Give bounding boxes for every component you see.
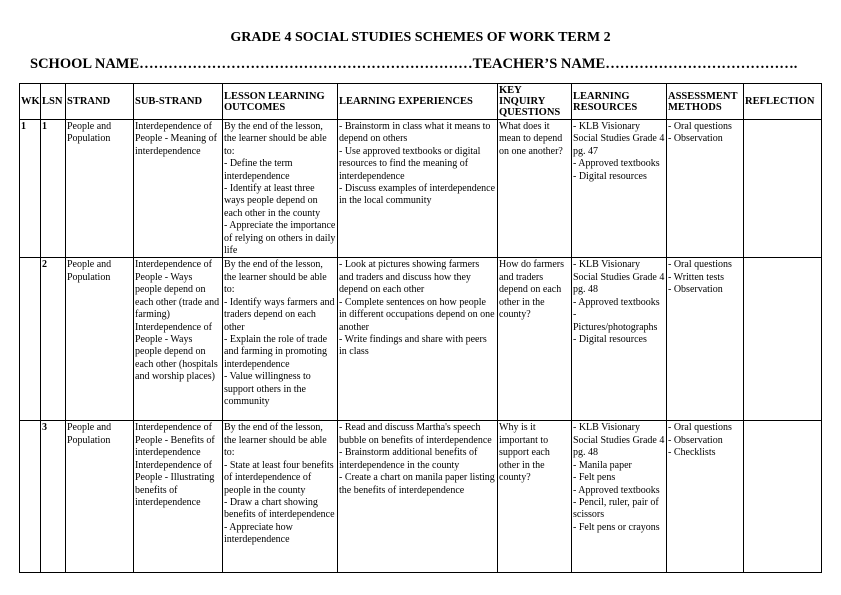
experience-line: - Discuss examples of interdependence in the local community bbox=[339, 183, 496, 207]
header-strand: STRAND bbox=[66, 84, 134, 120]
resource-line: - Felt pens or crayons bbox=[573, 521, 660, 533]
experience-line: - Create a chart on manila paper listing the benefits of interdependence bbox=[339, 472, 495, 496]
experience-line: - Complete sentences on how people in different occupations depend on one another bbox=[339, 296, 495, 333]
questions-cell: What does it mean to depend on one another? bbox=[498, 120, 572, 258]
header-assessment: ASSESSMENT METHODS bbox=[667, 84, 744, 120]
resource-line: - KLB Visionary Social Studies Grade 4 pg. 48 bbox=[573, 422, 665, 459]
assessment-cell bbox=[667, 258, 744, 421]
strand-cell: People and Population bbox=[66, 421, 134, 573]
assessment-line: - Oral questions bbox=[668, 422, 732, 434]
outcome-line: - Identify ways farmers and traders depend on each other bbox=[224, 296, 335, 333]
outcomes-cell bbox=[223, 120, 338, 258]
assessment-cell bbox=[667, 421, 744, 573]
outcome-line: - Identify at least three ways people depend on each other in the county bbox=[224, 183, 321, 219]
questions-cell: Why is it important to support each other in the county? bbox=[498, 421, 572, 573]
outcome-line: By the end of the lesson, the learner should be able to: bbox=[224, 121, 327, 157]
resource-line: - KLB Visionary Social Studies Grade 4 pg. 47 bbox=[573, 121, 665, 157]
outcomes-cell bbox=[223, 421, 338, 573]
outcome-line: By the end of the lesson, the learner should be able to: bbox=[224, 422, 327, 459]
lesson-cell: 2 bbox=[41, 258, 66, 421]
experience-line: - Brainstorm additional benefits of interdependence in the county bbox=[339, 447, 478, 471]
strand-cell: People and Population bbox=[66, 120, 134, 258]
reflection-cell bbox=[744, 258, 822, 421]
document-title: GRADE 4 SOCIAL STUDIES SCHEMES OF WORK TERM 2 bbox=[230, 30, 611, 45]
resource-line: - Manila paper bbox=[573, 459, 632, 471]
sub-strand-cell: Interdependence of People - Benefits of interdependence Interdependence of People - Illustrating benefits of interdependence bbox=[134, 421, 223, 573]
schemes-of-work-table bbox=[19, 83, 822, 573]
header-sub-strand: SUB-STRAND bbox=[134, 84, 223, 120]
resource-line: - Approved textbooks bbox=[573, 296, 660, 308]
assessment-line: - Checklists bbox=[668, 447, 716, 459]
experience-line: - Write findings and share with peers in class bbox=[339, 333, 487, 358]
experiences-cell bbox=[338, 258, 498, 421]
resource-line: - Approved textbooks bbox=[573, 158, 660, 170]
school-teacher-line: SCHOOL NAME……………………………………………………………TEACHER’S NAME…………………………………. bbox=[30, 56, 798, 72]
experience-line: - Use approved textbooks or digital resources to find the meaning of interdependence bbox=[339, 145, 481, 182]
experience-line: - Brainstorm in class what it means to depend on others bbox=[339, 121, 491, 145]
assessment-cell bbox=[667, 120, 744, 258]
header-outcomes: LESSON LEARNING OUTCOMES bbox=[223, 84, 338, 120]
outcome-line: - Draw a chart showing benefits of interdependence bbox=[224, 496, 335, 521]
assessment-line: - Observation bbox=[668, 284, 723, 296]
lesson-cell: 3 bbox=[41, 421, 66, 573]
assessment-line: - Written tests bbox=[668, 271, 725, 283]
experiences-cell bbox=[338, 421, 498, 573]
header-wk: WK bbox=[20, 84, 41, 120]
table-row bbox=[20, 258, 822, 421]
header-experiences: LEARNING EXPERIENCES bbox=[338, 84, 498, 120]
resource-line: - Pencil, ruler, pair of scissors bbox=[573, 496, 659, 521]
assessment-line: - Observation bbox=[668, 133, 723, 145]
reflection-cell bbox=[744, 120, 822, 258]
experience-line: - Look at pictures showing farmers and traders and discuss how they depend on each other bbox=[339, 259, 480, 296]
resources-cell bbox=[572, 120, 667, 258]
sub-strand-cell: Interdependence of People - Meaning of interdependence bbox=[134, 120, 223, 258]
outcome-line: By the end of the lesson, the learner should be able to: bbox=[224, 259, 327, 296]
header-lsn: LSN bbox=[41, 84, 66, 120]
resource-line: - Approved textbooks bbox=[573, 484, 660, 496]
resources-cell bbox=[572, 258, 667, 421]
outcome-line: - State at least four benefits of interdependence of people in the county bbox=[224, 459, 334, 496]
experiences-cell bbox=[338, 120, 498, 258]
week-cell bbox=[20, 421, 41, 573]
header-row bbox=[20, 84, 822, 120]
lesson-cell: 1 bbox=[41, 120, 66, 258]
outcome-line: - Define the term interdependence bbox=[224, 158, 293, 182]
reflection-cell bbox=[744, 421, 822, 573]
outcome-line: - Appreciate the importance of relying on others in daily life bbox=[224, 220, 336, 257]
outcomes-cell bbox=[223, 258, 338, 421]
assessment-line: - Observation bbox=[668, 434, 723, 446]
header-questions: KEY INQUIRY QUESTIONS bbox=[498, 84, 572, 120]
resource-line: - KLB Visionary Social Studies Grade 4 pg. 48 bbox=[573, 259, 665, 296]
header-resources: LEARNING RESOURCES bbox=[572, 84, 667, 120]
header-reflection: REFLECTION bbox=[744, 84, 822, 120]
table-row bbox=[20, 421, 822, 573]
questions-cell: How do farmers and traders depend on each other in the county? bbox=[498, 258, 572, 421]
resource-line: - Digital resources bbox=[573, 333, 647, 345]
resource-line: - Digital resources bbox=[573, 170, 647, 182]
outcome-line: - Value willingness to support others in the community bbox=[224, 371, 311, 407]
resource-line: Pictures/photographs bbox=[573, 321, 658, 333]
outcome-line: - Explain the role of trade and farming in promoting interdependence bbox=[224, 333, 328, 370]
table-row bbox=[20, 120, 822, 258]
sub-strand-cell: Interdependence of People - Ways people depend on each other (trade and farming) Interdependence of People - Ways people depend on each other (hospitals and worship places) bbox=[134, 258, 223, 421]
resources-cell bbox=[572, 421, 667, 573]
assessment-line: - Oral questions bbox=[668, 121, 732, 132]
week-cell bbox=[20, 258, 41, 421]
assessment-line: - Oral questions bbox=[668, 259, 732, 271]
experience-line: - Read and discuss Martha's speech bubble on benefits of interdependence bbox=[339, 422, 492, 446]
strand-cell: People and Population bbox=[66, 258, 134, 421]
resource-line: - bbox=[573, 309, 577, 321]
resource-line: - Felt pens bbox=[573, 472, 616, 484]
outcome-line: - Appreciate how interdependence bbox=[224, 521, 293, 546]
week-cell: 1 bbox=[20, 120, 41, 258]
